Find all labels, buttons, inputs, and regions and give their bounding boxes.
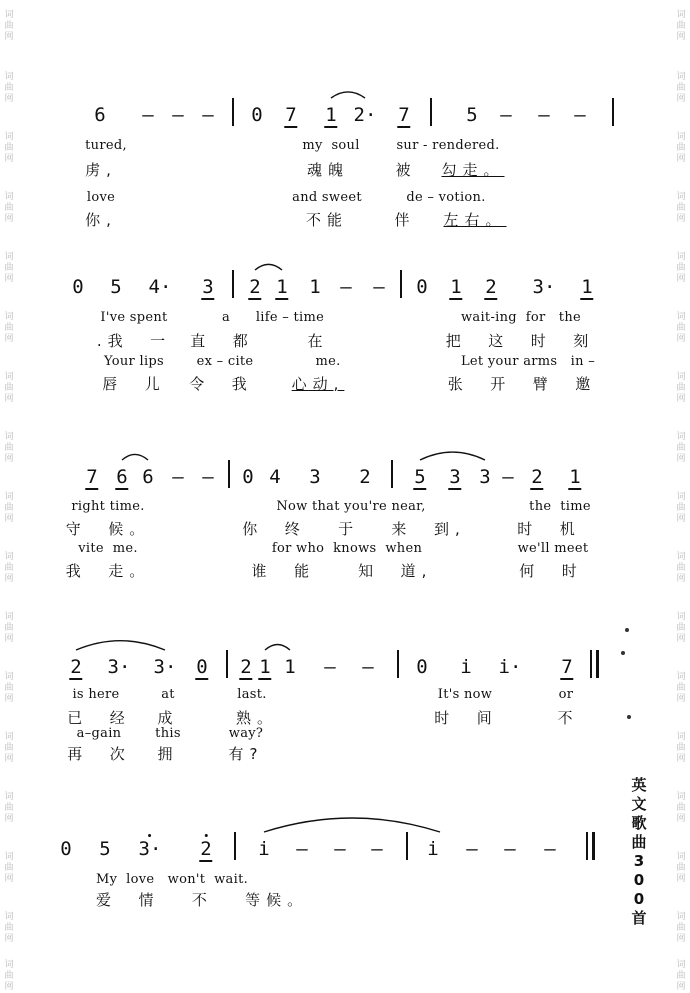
lyric-english: or [558, 687, 574, 702]
lyric-english: last. [237, 687, 267, 702]
margin-watermark-mark: 词 曲 网 [676, 192, 686, 224]
note: 0 [72, 276, 84, 298]
book-title-char: 曲 [631, 833, 647, 851]
note: i [427, 838, 439, 860]
note: 4· [148, 276, 172, 298]
margin-watermark-mark: 词 曲 网 [4, 792, 14, 824]
margin-watermark-mark: 词 曲 网 [676, 792, 686, 824]
lyric-english: de – votion. [406, 190, 486, 205]
note: 6 [116, 466, 128, 488]
lyric-english: love [86, 190, 116, 205]
margin-watermark-mark: 词 曲 网 [4, 732, 14, 764]
dash-extension: – [502, 466, 514, 488]
note: 0 [60, 838, 72, 860]
margin-watermark-mark: 词 曲 网 [4, 432, 14, 464]
slur-mark [331, 92, 365, 98]
lyric-chinese: 熟。 [235, 709, 279, 727]
lyric-chinese: 直 都 [190, 332, 254, 350]
slur-mark [265, 645, 290, 651]
margin-watermark-mark: 词 曲 网 [676, 132, 686, 164]
note: 5 [110, 276, 122, 298]
note: 0 [196, 656, 208, 678]
lyric-chinese: 爱 情 不 等候。 [96, 891, 309, 909]
dash-extension: – [362, 656, 374, 678]
margin-watermark-mark: 词 曲 网 [676, 732, 686, 764]
dash-extension: – [544, 838, 556, 860]
lyric-english: a–gain [76, 726, 122, 741]
book-title-char: 首 [631, 909, 647, 927]
final-barline [592, 832, 595, 860]
lyric-chinese: 左右。 [443, 211, 507, 229]
margin-watermark-mark: 词 曲 网 [676, 72, 686, 104]
margin-watermark-mark: 词 曲 网 [676, 612, 686, 644]
dash-extension: – [202, 466, 214, 488]
dash-extension: – [172, 104, 184, 126]
note: 7 [398, 104, 410, 126]
barline-thin [590, 650, 592, 678]
lyric-chinese: 张 开 臂 邀 [447, 375, 597, 393]
lyric-english: me. [315, 354, 341, 369]
lyric-chinese: 谁 能 知 道, [251, 562, 433, 580]
lyric-english: I've spent [100, 310, 168, 325]
note: 3· [532, 276, 556, 298]
lyric-chinese: 伴 [394, 211, 416, 229]
dash-extension: – [142, 104, 154, 126]
margin-watermark-mark: 词 曲 网 [676, 312, 686, 344]
book-title-char: 歌 [631, 814, 647, 832]
margin-watermark-mark: 词 曲 网 [4, 960, 14, 992]
lyric-english: Let your arms in – [460, 354, 596, 369]
margin-watermark-mark: 词 曲 网 [4, 612, 14, 644]
lyric-english: Your lips [103, 354, 165, 369]
margin-watermark-mark: 词 曲 网 [4, 912, 14, 944]
barline [232, 270, 234, 298]
lyric-chinese: 勾走。 [441, 161, 505, 179]
dash-extension: – [371, 838, 383, 860]
lyric-chinese: 被 [395, 161, 417, 179]
barline-thin [586, 832, 588, 860]
barline [234, 832, 236, 860]
lyric-chinese: 令 我 [189, 375, 253, 393]
repeat-barline [596, 650, 599, 678]
lyric-chinese: 不 [557, 709, 579, 727]
barline [397, 650, 399, 678]
note: 6 [142, 466, 154, 488]
barline [430, 98, 432, 126]
dash-extension: – [324, 656, 336, 678]
dash-extension: – [172, 466, 184, 488]
note: 1 [325, 104, 337, 126]
note: 0 [416, 656, 428, 678]
lyric-english: ex – cite [196, 354, 254, 369]
margin-watermark-mark: 词 曲 网 [4, 672, 14, 704]
note: 2 [359, 466, 371, 488]
note: 7 [285, 104, 297, 126]
margin-watermark-mark: 词 曲 网 [4, 552, 14, 584]
note: 7 [561, 656, 573, 678]
barline [406, 832, 408, 860]
lyric-english: My love won't wait. [96, 872, 249, 887]
margin-watermark-mark: 词 曲 网 [4, 372, 14, 404]
lyric-chinese: 唇 儿 [102, 375, 166, 393]
lyric-english: for who knows when [271, 541, 423, 556]
print-speck [625, 628, 629, 632]
note: 1 [309, 276, 321, 298]
margin-watermark-mark: 词 曲 网 [4, 492, 14, 524]
note: 1 [284, 656, 296, 678]
book-title-char: 文 [631, 795, 647, 813]
lyric-english: It's now [437, 687, 493, 702]
lyric-english: my soul [302, 138, 360, 153]
note: 3· [107, 656, 131, 678]
barline [232, 98, 234, 126]
lyric-chinese: 拥 [157, 745, 179, 763]
lyric-english: this [155, 726, 181, 741]
lyric-english: right time. [71, 499, 145, 514]
lyric-chinese: 心动, [291, 375, 345, 393]
note: 1 [259, 656, 271, 678]
note: 0 [251, 104, 263, 126]
note: 3 [309, 466, 321, 488]
margin-watermark-mark: 词 曲 网 [676, 10, 686, 42]
note: 3 [449, 466, 461, 488]
print-speck [627, 715, 631, 719]
lyric-chinese: 在 [307, 332, 329, 350]
dash-extension: – [500, 104, 512, 126]
dash-extension: – [202, 104, 214, 126]
margin-watermark-mark: 词 曲 网 [4, 10, 14, 42]
lyric-english: sur - rendered. [396, 138, 500, 153]
dash-extension: – [334, 838, 346, 860]
lyric-chinese: 有? [228, 745, 264, 763]
barline [391, 460, 393, 488]
note: 2 [240, 656, 252, 678]
dash-extension: – [538, 104, 550, 126]
note: i· [498, 656, 522, 678]
lyric-english: we'll meet [517, 541, 589, 556]
margin-watermark-mark: 词 曲 网 [676, 372, 686, 404]
book-title-char: 英 [631, 776, 647, 794]
margin-watermark-mark: 词 曲 网 [676, 432, 686, 464]
dash-extension: – [340, 276, 352, 298]
note: 1 [450, 276, 462, 298]
note: 3 [479, 466, 491, 488]
lyric-chinese: 已 经 [67, 709, 131, 727]
slur-mark [420, 452, 485, 460]
note: 3· [153, 656, 177, 678]
margin-watermark-mark: 词 曲 网 [4, 852, 14, 884]
barline [226, 650, 228, 678]
dash-extension: – [373, 276, 385, 298]
margin-watermark-mark: 词 曲 网 [4, 312, 14, 344]
note: 2 [531, 466, 543, 488]
margin-watermark-mark: 词 曲 网 [676, 960, 686, 992]
note: i [460, 656, 472, 678]
margin-watermark-mark: 词 曲 网 [4, 132, 14, 164]
note: 5 [466, 104, 478, 126]
lyric-chinese: 你 终 于 来 到, [242, 520, 466, 538]
margin-watermark-mark: 词 曲 网 [4, 72, 14, 104]
lyric-english: vite me. [78, 541, 138, 556]
dash-extension: – [574, 104, 586, 126]
lyric-chinese: 再 次 [67, 745, 131, 763]
lyric-chinese: 时 机 [517, 520, 581, 538]
lyric-chinese: 魂魄 [306, 161, 350, 179]
margin-watermark-mark: 词 曲 网 [4, 192, 14, 224]
book-title-char: 0 [633, 890, 645, 908]
note: 2 [70, 656, 82, 678]
slur-mark [255, 264, 282, 270]
note: 7 [86, 466, 98, 488]
note: 1 [569, 466, 581, 488]
lyric-chinese: 虏, [85, 161, 117, 179]
note: 5 [99, 838, 111, 860]
lyric-english: tured, [85, 138, 127, 153]
lyric-english: at [161, 687, 175, 702]
note: 1 [276, 276, 288, 298]
note: 4 [269, 466, 281, 488]
note: 1 [581, 276, 593, 298]
note: 6 [94, 104, 106, 126]
barline [228, 460, 230, 488]
lyric-english: and sweet [292, 190, 362, 205]
margin-watermark-mark: 词 曲 网 [676, 672, 686, 704]
book-title [628, 776, 650, 928]
lyric-english: is here [72, 687, 120, 702]
note: 2 [200, 838, 212, 860]
dash-extension: – [466, 838, 478, 860]
lyric-chinese: 守 候。 [65, 520, 151, 538]
note: 3· [138, 838, 162, 860]
slur-mark [76, 641, 165, 650]
note: 2 [485, 276, 497, 298]
lyric-english: way? [228, 726, 264, 741]
margin-watermark-mark: 词 曲 网 [676, 252, 686, 284]
lyric-english: the time [529, 499, 591, 514]
lyric-chinese: 不能 [305, 211, 349, 229]
note: i [258, 838, 270, 860]
book-title-char: 0 [633, 871, 645, 889]
margin-watermark-mark: 词 曲 网 [676, 552, 686, 584]
note: 0 [242, 466, 254, 488]
print-speck [621, 651, 625, 655]
dash-extension: – [296, 838, 308, 860]
slur-mark [264, 818, 440, 832]
lyric-chinese: 成 [157, 709, 179, 727]
lyric-english: wait-ing for the [460, 310, 582, 325]
margin-watermark-mark: 词 曲 网 [676, 852, 686, 884]
dash-extension: – [504, 838, 516, 860]
lyric-chinese: 何 时 [519, 562, 583, 580]
lyric-chinese: 把 这 时 刻 [445, 332, 595, 350]
note: 5 [414, 466, 426, 488]
barline [612, 98, 614, 126]
note: 0 [416, 276, 428, 298]
lyric-english: a [221, 310, 231, 325]
margin-watermark-mark: 词 曲 网 [676, 492, 686, 524]
book-title-char: 3 [633, 852, 645, 870]
note: 3 [202, 276, 214, 298]
lyric-english: life – time [255, 310, 325, 325]
lyric-chinese: 时 间 [434, 709, 498, 727]
note: 2 [249, 276, 261, 298]
margin-watermark-mark: 词 曲 网 [4, 252, 14, 284]
lyric-chinese: .我 一 [96, 332, 172, 350]
slur-mark [122, 454, 148, 460]
margin-watermark-mark: 词 曲 网 [676, 912, 686, 944]
lyric-chinese: 我 走。 [65, 562, 151, 580]
note: 2· [353, 104, 377, 126]
lyric-english: Now that you're near, [276, 499, 426, 514]
barline [400, 270, 402, 298]
lyric-chinese: 你, [85, 211, 117, 229]
